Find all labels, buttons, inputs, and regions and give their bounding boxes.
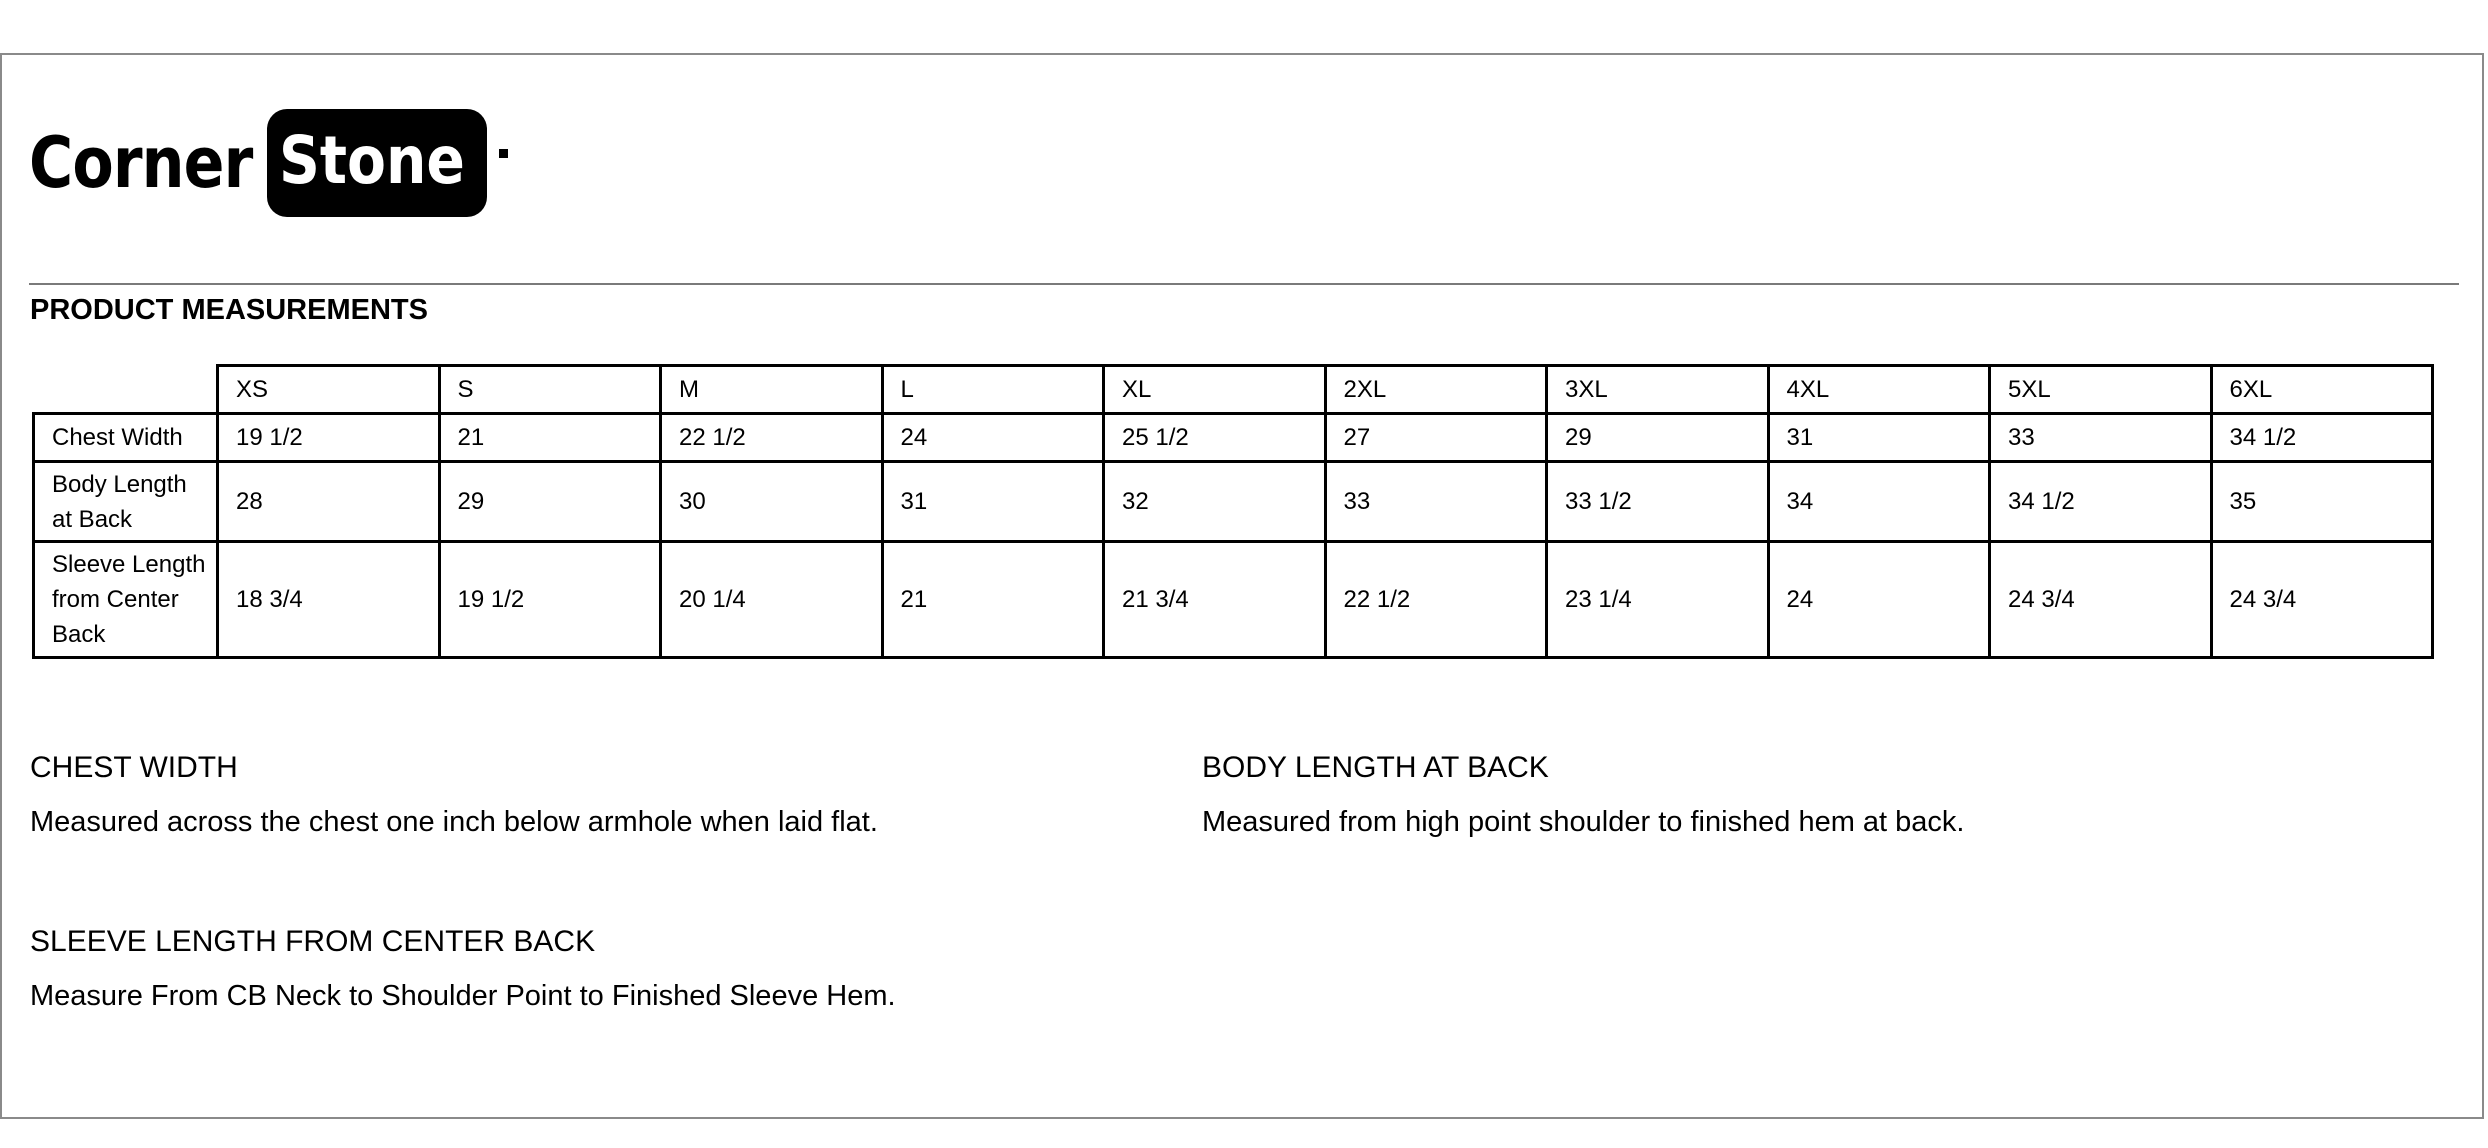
table-row — [34, 414, 2433, 462]
body-length-description — [1202, 751, 1964, 839]
table-cell: 21 — [439, 414, 661, 462]
sleeve-length-description — [30, 925, 896, 1013]
table-cell: 22 1/2 — [661, 414, 883, 462]
row-label: Body Length at Back — [34, 462, 218, 542]
table-cell: 21 — [882, 542, 1104, 658]
table-cell: 33 — [1990, 414, 2212, 462]
description-text: Measured from high point shoulder to finished hem at back. — [1202, 806, 1965, 838]
table-cell: 23 1/4 — [1547, 542, 1769, 658]
logo-word-corner: Corner — [29, 122, 253, 204]
table-cell: 28 — [218, 462, 440, 542]
table-cell: 34 1/2 — [1990, 462, 2212, 542]
size-header: 2XL — [1325, 366, 1547, 414]
table-cell: 34 — [1768, 462, 1990, 542]
table-row — [34, 462, 2433, 542]
table-cell: 24 — [882, 414, 1104, 462]
table-cell: 33 — [1325, 462, 1547, 542]
description-heading: BODY LENGTH AT BACK — [1202, 751, 1549, 784]
measurements-table — [32, 364, 2434, 659]
description-heading: CHEST WIDTH — [30, 751, 238, 784]
table-cell: 22 1/2 — [1325, 542, 1547, 658]
size-header: XS — [218, 366, 440, 414]
table-cell: 19 1/2 — [218, 414, 440, 462]
section-title: PRODUCT MEASUREMENTS — [30, 294, 428, 326]
table-cell: 35 — [2211, 462, 2433, 542]
size-header: 6XL — [2211, 366, 2433, 414]
row-label: Sleeve Length from Center Back — [34, 542, 218, 658]
table-row — [34, 542, 2433, 658]
table-cell: 31 — [1768, 414, 1990, 462]
table-header-row — [34, 366, 2433, 414]
logo-word-stone: Stone — [278, 122, 465, 199]
table-cell: 24 — [1768, 542, 1990, 658]
size-header: 3XL — [1547, 366, 1769, 414]
header-divider — [29, 283, 2459, 285]
table-cell: 30 — [661, 462, 883, 542]
table-cell: 29 — [1547, 414, 1769, 462]
table-cell: 27 — [1325, 414, 1547, 462]
size-header: XL — [1104, 366, 1326, 414]
size-header: S — [439, 366, 661, 414]
table-cell: 31 — [882, 462, 1104, 542]
row-label: Chest Width — [34, 414, 218, 462]
table-cell: 20 1/4 — [661, 542, 883, 658]
size-header: 5XL — [1990, 366, 2212, 414]
cornerstone-logo — [29, 108, 508, 218]
table-cell: 32 — [1104, 462, 1326, 542]
table-cell: 21 3/4 — [1104, 542, 1326, 658]
chest-width-description — [30, 751, 878, 839]
table-corner-cell — [34, 366, 218, 414]
size-header: 4XL — [1768, 366, 1990, 414]
description-text: Measure From CB Neck to Shoulder Point to Finished Sleeve Hem. — [30, 980, 896, 1012]
table-cell: 29 — [439, 462, 661, 542]
table-cell: 18 3/4 — [218, 542, 440, 658]
logo-stone-badge — [267, 109, 487, 217]
table-cell: 24 3/4 — [2211, 542, 2433, 658]
size-header: M — [661, 366, 883, 414]
table-cell: 34 1/2 — [2211, 414, 2433, 462]
logo-mark-dot — [499, 149, 508, 158]
description-text: Measured across the chest one inch below armhole when laid flat. — [30, 806, 878, 838]
table-cell: 19 1/2 — [439, 542, 661, 658]
table-cell: 24 3/4 — [1990, 542, 2212, 658]
table-cell: 33 1/2 — [1547, 462, 1769, 542]
table-cell: 25 1/2 — [1104, 414, 1326, 462]
description-heading: SLEEVE LENGTH FROM CENTER BACK — [30, 925, 596, 958]
size-header: L — [882, 366, 1104, 414]
